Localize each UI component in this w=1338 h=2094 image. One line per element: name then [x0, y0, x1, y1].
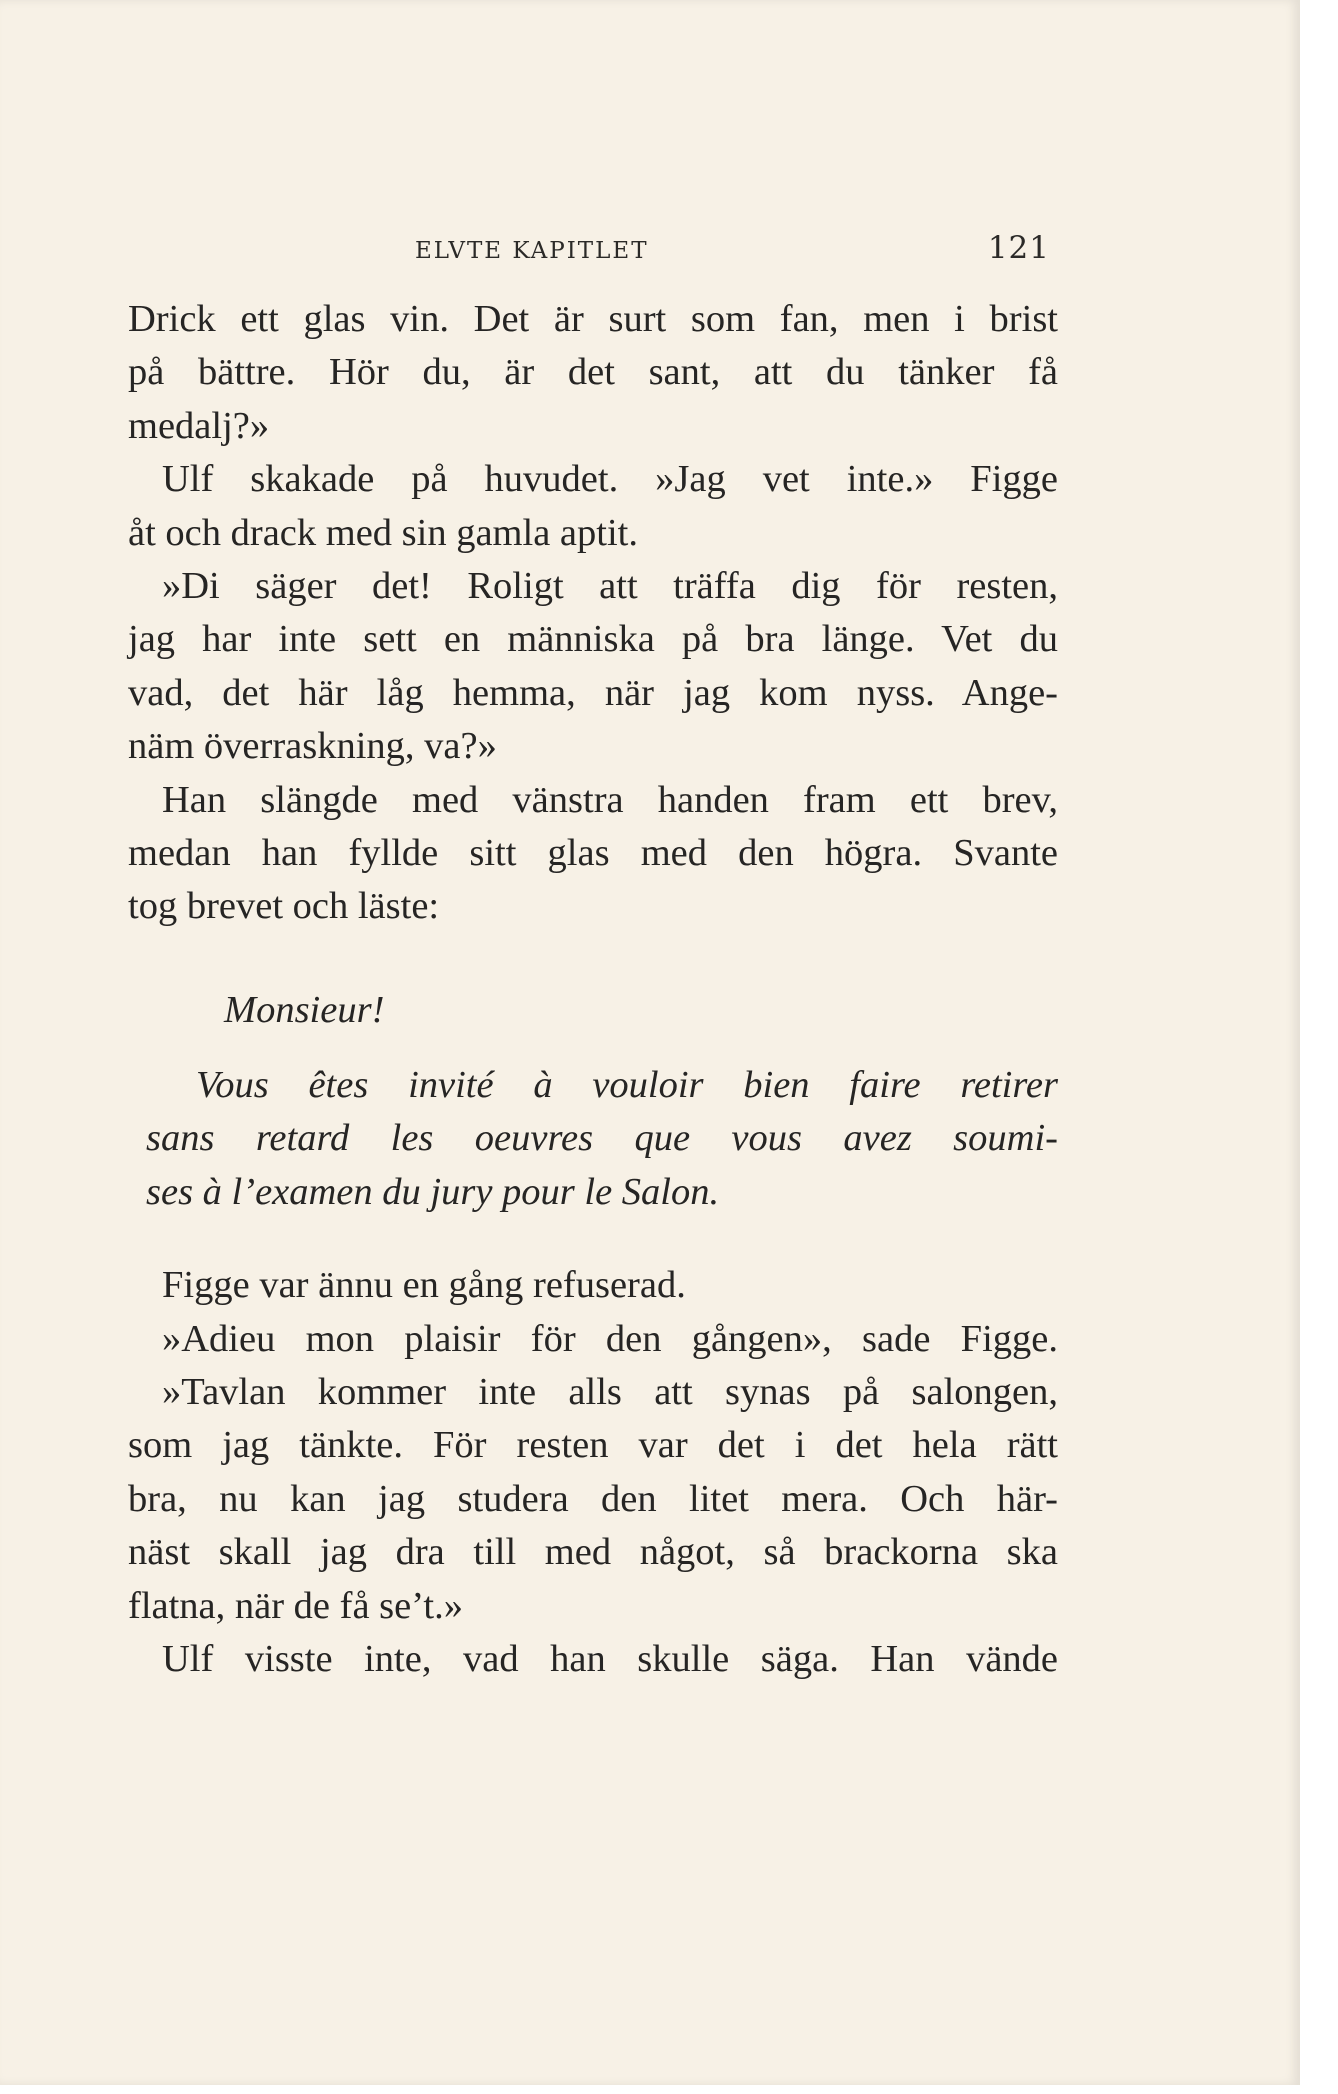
text-line: Figge var ännu en gång refuserad.: [162, 1264, 686, 1307]
text-line: flatna, när de få se’t.»: [128, 1584, 463, 1627]
text-line: bra, nu kan jag studera den litet mera. Och här-: [128, 1477, 1058, 1520]
text-line: medalj?»: [128, 404, 270, 447]
text-line: åt och drack med sin gamla aptit.: [128, 511, 638, 554]
text-line: jag har inte sett en människa på bra länge. Vet du: [128, 618, 1058, 661]
text-line: näm överraskning, va?»: [128, 725, 497, 768]
letter-salutation: Monsieur!: [224, 988, 385, 1031]
text-line: »Adieu mon plaisir för den gången», sade Figge.: [162, 1317, 1058, 1360]
text-line: tog brevet och läste:: [128, 885, 440, 928]
text-line: vad, det här låg hemma, när jag kom nyss. Ange-: [128, 671, 1058, 714]
text-line: Ulf skakade på huvudet. »Jag vet inte.» Figge: [162, 458, 1058, 501]
letter-line: Vous êtes invité à vouloir bien faire retirer: [196, 1064, 1058, 1107]
letter-line: sans retard les oeuvres que vous avez soumi-: [146, 1117, 1058, 1160]
chapter-title: ELVTE KAPITLET: [415, 238, 649, 264]
page-number: 121: [987, 230, 1050, 266]
text-line: medan han fyllde sitt glas med den högra. Svante: [128, 831, 1058, 874]
text-line: Ulf visste inte, vad han skulle säga. Han vände: [162, 1637, 1058, 1680]
body-text: [128, 293, 1058, 1686]
text-line: Drick ett glas vin. Det är surt som fan, men i brist: [128, 298, 1058, 340]
text-line: på bättre. Hör du, är det sant, att du tänker få: [128, 351, 1058, 394]
running-header: [140, 230, 1050, 266]
text-line: »Di säger det! Roligt att träffa dig för resten,: [162, 564, 1058, 607]
text-line: Han slängde med vänstra handen fram ett brev,: [162, 778, 1058, 821]
letter-line: ses à l’examen du jury pour le Salon.: [146, 1170, 720, 1213]
text-line: som jag tänkte. För resten var det i det hela rätt: [128, 1424, 1058, 1467]
text-line: »Tavlan kommer inte alls att synas på salongen,: [162, 1371, 1058, 1414]
text-line: näst skall jag dra till med något, så brackorna ska: [128, 1531, 1058, 1574]
